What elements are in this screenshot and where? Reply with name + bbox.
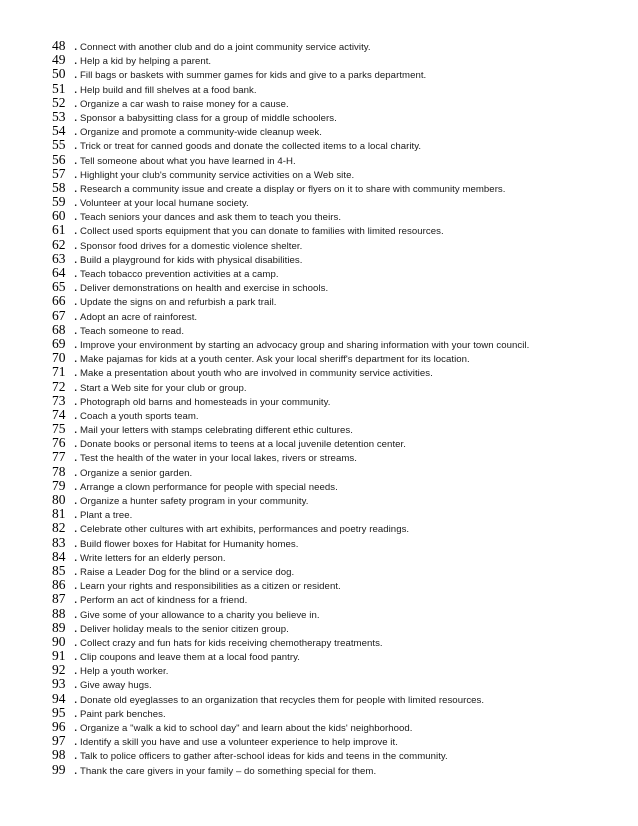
list-item — [52, 492, 529, 506]
list-item — [52, 705, 529, 719]
item-number: 83 — [52, 534, 66, 550]
item-number-period: . — [74, 747, 78, 763]
item-number-period: . — [74, 108, 78, 124]
item-text: Update the signs on and refurbish a park trail. — [80, 297, 277, 309]
item-number-period: . — [74, 619, 78, 635]
item-number-period: . — [74, 378, 78, 394]
item-number-period: . — [74, 265, 78, 280]
item-number: 88 — [52, 605, 66, 621]
item-number-period: . — [74, 335, 78, 351]
item-number-period: . — [74, 733, 78, 749]
list-item — [52, 549, 529, 563]
list-item — [52, 180, 529, 194]
item-number: 52 — [52, 94, 66, 110]
list-item — [52, 606, 529, 620]
item-number: 55 — [52, 137, 66, 153]
list-item — [52, 194, 529, 208]
list-item — [52, 350, 529, 364]
list-item — [52, 237, 529, 251]
list-item — [52, 662, 529, 676]
list-item — [52, 95, 529, 109]
item-text: Sponsor food drives for a domestic violence shelter. — [80, 240, 303, 252]
numbered-list — [52, 38, 529, 776]
item-number-period: . — [74, 591, 78, 607]
list-item — [52, 676, 529, 690]
item-number: 79 — [52, 477, 66, 493]
list-item — [52, 393, 529, 407]
item-number: 93 — [52, 676, 66, 692]
item-text: Donate books or personal items to teens at a local juvenile detention center. — [80, 439, 406, 451]
item-number-period: . — [74, 676, 78, 692]
item-number-period: . — [74, 52, 78, 68]
item-number-period: . — [74, 250, 78, 266]
item-text: Build flower boxes for Habitat for Humanity homes. — [80, 538, 299, 550]
item-number-period: . — [74, 704, 78, 720]
item-number: 82 — [52, 520, 66, 536]
item-number-period: . — [74, 293, 78, 309]
list-item — [52, 762, 529, 776]
item-number: 59 — [52, 194, 66, 210]
item-text: Build a playground for kids with physical disabilities. — [80, 254, 303, 266]
item-number: 61 — [52, 222, 66, 238]
item-number: 92 — [52, 662, 66, 678]
item-number-period: . — [74, 321, 78, 337]
item-number-period: . — [74, 463, 78, 479]
item-text: Coach a youth sports team. — [80, 410, 199, 422]
item-number: 90 — [52, 633, 66, 649]
item-number-period: . — [74, 492, 78, 507]
item-number: 57 — [52, 165, 66, 181]
item-text: Make a presentation about youth who are involved in community service activities. — [80, 368, 433, 380]
item-number: 99 — [52, 761, 66, 777]
item-number: 81 — [52, 506, 66, 522]
item-text: Help a kid by helping a parent. — [80, 56, 212, 68]
item-text: Mail your letters with stamps celebrating different ethic cultures. — [80, 425, 353, 437]
item-number: 69 — [52, 335, 66, 351]
item-number: 98 — [52, 747, 66, 763]
item-text: Teach seniors your dances and ask them to teach you theirs. — [80, 212, 342, 224]
item-text: Write letters for an elderly person. — [80, 552, 226, 564]
list-item — [52, 166, 529, 180]
list-item — [52, 137, 529, 151]
item-number: 74 — [52, 406, 66, 422]
item-number-period: . — [74, 151, 78, 167]
item-number: 48 — [52, 38, 66, 53]
item-number: 60 — [52, 208, 66, 224]
item-number: 51 — [52, 80, 66, 96]
item-text: Highlight your club's community service activities on a Web site. — [80, 169, 355, 181]
item-text: Research a community issue and create a display or flyers on it to share with community members. — [80, 183, 506, 195]
item-number-period: . — [74, 690, 78, 706]
item-number: 77 — [52, 449, 66, 465]
list-item — [52, 279, 529, 293]
item-text: Test the health of the water in your local lakes, rivers or streams. — [80, 453, 357, 465]
item-number-period: . — [74, 435, 78, 451]
item-number-period: . — [74, 392, 78, 408]
item-number-period: . — [74, 165, 78, 181]
item-number-period: . — [74, 137, 78, 153]
item-number: 78 — [52, 463, 66, 479]
item-text: Raise a Leader Dog for the blind or a service dog. — [80, 566, 295, 578]
item-number-period: . — [74, 520, 78, 536]
list-item — [52, 293, 529, 307]
list-item — [52, 109, 529, 123]
list-item — [52, 66, 529, 80]
list-item — [52, 648, 529, 662]
item-number: 49 — [52, 52, 66, 68]
list-item — [52, 421, 529, 435]
item-text: Adopt an acre of rainforest. — [80, 311, 198, 323]
item-number: 73 — [52, 392, 66, 408]
list-item — [52, 123, 529, 137]
list-item — [52, 152, 529, 166]
item-number-period: . — [74, 449, 78, 465]
list-item — [52, 620, 529, 634]
item-number: 94 — [52, 690, 66, 706]
item-number-period: . — [74, 279, 78, 295]
item-number-period: . — [74, 506, 78, 522]
item-text: Fill bags or baskets with summer games for kids and give to a parks department. — [80, 70, 427, 82]
item-text: Plant a tree. — [80, 510, 133, 522]
item-number: 85 — [52, 562, 66, 578]
item-text: Collect used sports equipment that you can donate to families with limited resources. — [80, 226, 444, 238]
item-text: Teach tobacco prevention activities at a camp. — [80, 269, 279, 280]
item-number: 95 — [52, 704, 66, 720]
list-item — [52, 435, 529, 449]
item-number-period: . — [74, 236, 78, 252]
item-text: Donate old eyeglasses to an organization that recycles them for people with limited resources. — [80, 694, 485, 706]
item-number: 63 — [52, 250, 66, 266]
item-number-period: . — [74, 548, 78, 564]
item-text: Make pajamas for kids at a youth center. Ask your local sheriff's department for its location. — [80, 354, 470, 366]
item-number: 91 — [52, 648, 66, 664]
item-number-period: . — [74, 562, 78, 578]
list-item — [52, 520, 529, 534]
item-text: Give some of your allowance to a charity you believe in. — [80, 609, 320, 621]
item-number: 72 — [52, 378, 66, 394]
item-text: Volunteer at your local humane society. — [80, 198, 249, 210]
item-text: Talk to police officers to gather after-school ideas for kids and teens in the community. — [80, 751, 448, 763]
list-item — [52, 634, 529, 648]
item-number-period: . — [74, 719, 78, 734]
item-number: 67 — [52, 307, 66, 323]
item-number: 80 — [52, 492, 66, 507]
item-text: Deliver holiday meals to the senior citizen group. — [80, 623, 289, 635]
list-item — [52, 38, 529, 52]
list-item — [52, 265, 529, 279]
item-number-period: . — [74, 648, 78, 664]
item-text: Organize a hunter safety program in your community. — [80, 496, 309, 507]
item-number-period: . — [74, 123, 78, 139]
item-number-period: . — [74, 662, 78, 678]
item-text: Thank the care givers in your family – do something special for them. — [80, 765, 377, 777]
list-item — [52, 208, 529, 222]
item-number: 76 — [52, 435, 66, 451]
item-text: Collect crazy and fun hats for kids receiving chemotherapy treatments. — [80, 637, 383, 649]
item-number: 68 — [52, 321, 66, 337]
item-text: Arrange a clown performance for people with special needs. — [80, 481, 338, 493]
item-number-period: . — [74, 94, 78, 110]
item-text: Deliver demonstrations on health and exercise in schools. — [80, 283, 329, 295]
item-text: Photograph old barns and homesteads in your community. — [80, 396, 331, 408]
item-text: Give away hugs. — [80, 680, 152, 692]
list-item — [52, 478, 529, 492]
list-item — [52, 563, 529, 577]
item-number: 58 — [52, 179, 66, 195]
item-number-period: . — [74, 605, 78, 621]
item-number: 65 — [52, 279, 66, 295]
list-item — [52, 81, 529, 95]
list-item — [52, 407, 529, 421]
item-text: Identify a skill you have and use a volunteer experience to help improve it. — [80, 737, 398, 749]
item-number: 75 — [52, 421, 66, 437]
item-text: Paint park benches. — [80, 708, 166, 720]
list-item — [52, 308, 529, 322]
item-number: 50 — [52, 66, 66, 82]
item-number: 66 — [52, 293, 66, 309]
list-item — [52, 251, 529, 265]
item-text: Organize and promote a community-wide cleanup week. — [80, 127, 322, 139]
list-item — [52, 506, 529, 520]
item-text: Start a Web site for your club or group. — [80, 382, 247, 394]
item-number-period: . — [74, 477, 78, 493]
item-text: Sponsor a babysitting class for a group of middle schoolers. — [80, 112, 337, 124]
list-item — [52, 222, 529, 236]
item-text: Perform an act of kindness for a friend. — [80, 595, 248, 607]
item-number-period: . — [74, 194, 78, 210]
item-text: Help build and fill shelves at a food bank. — [80, 84, 257, 96]
item-number: 62 — [52, 236, 66, 252]
item-text: Tell someone about what you have learned in 4-H. — [80, 155, 296, 167]
item-text: Organize a car wash to raise money for a cause. — [80, 98, 289, 110]
item-number: 87 — [52, 591, 66, 607]
item-text: Celebrate other cultures with art exhibits, performances and poetry readings. — [80, 524, 410, 536]
item-number: 96 — [52, 719, 66, 734]
item-text: Clip coupons and leave them at a local food pantry. — [80, 652, 300, 664]
item-number: 89 — [52, 619, 66, 635]
item-number: 53 — [52, 108, 66, 124]
list-item — [52, 535, 529, 549]
item-number-period: . — [74, 577, 78, 593]
item-number-period: . — [74, 406, 78, 422]
list-item — [52, 379, 529, 393]
item-number: 84 — [52, 548, 66, 564]
list-item — [52, 719, 529, 733]
item-number: 71 — [52, 364, 66, 380]
list-item — [52, 747, 529, 761]
item-number-period: . — [74, 38, 78, 53]
list-item — [52, 52, 529, 66]
list-item — [52, 733, 529, 747]
list-item — [52, 322, 529, 336]
item-text: Connect with another club and do a joint community service activity. — [80, 42, 371, 53]
item-text: Organize a "walk a kid to school day" and learn about the kids' neighborhood. — [80, 723, 413, 734]
item-number: 54 — [52, 123, 66, 139]
list-item — [52, 591, 529, 605]
list-item — [52, 464, 529, 478]
item-text: Learn your rights and responsibilities as a citizen or resident. — [80, 581, 341, 593]
item-number-period: . — [74, 761, 78, 777]
item-number-period: . — [74, 307, 78, 323]
item-number-period: . — [74, 350, 78, 366]
list-item — [52, 577, 529, 591]
list-item — [52, 449, 529, 463]
item-number-period: . — [74, 222, 78, 238]
item-number-period: . — [74, 80, 78, 96]
item-number: 86 — [52, 577, 66, 593]
item-text: Trick or treat for canned goods and donate the collected items to a local charity. — [80, 141, 422, 153]
item-number-period: . — [74, 66, 78, 82]
item-number-period: . — [74, 364, 78, 380]
item-number: 70 — [52, 350, 66, 366]
item-number: 64 — [52, 265, 66, 280]
item-number-period: . — [74, 633, 78, 649]
item-number-period: . — [74, 179, 78, 195]
item-text: Improve your environment by starting an advocacy group and sharing information with your town council. — [80, 339, 530, 351]
item-number-period: . — [74, 421, 78, 437]
list-item — [52, 336, 529, 350]
item-text: Help a youth worker. — [80, 666, 169, 678]
item-number-period: . — [74, 208, 78, 224]
item-text: Teach someone to read. — [80, 325, 185, 337]
list-item — [52, 691, 529, 705]
item-number-period: . — [74, 534, 78, 550]
item-text: Organize a senior garden. — [80, 467, 193, 479]
list-item — [52, 364, 529, 378]
item-number: 97 — [52, 733, 66, 749]
item-number: 56 — [52, 151, 66, 167]
